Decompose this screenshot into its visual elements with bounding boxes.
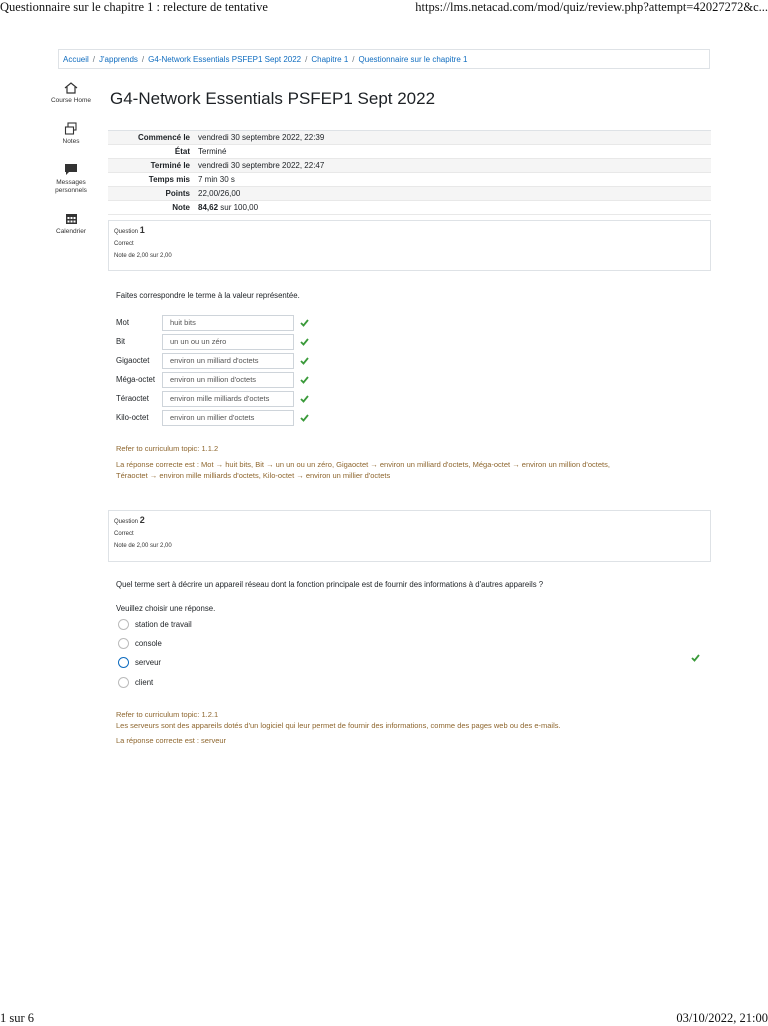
question-1-text: Faites correspondre le terme à la valeur représentée. bbox=[116, 291, 300, 300]
summary-row bbox=[108, 201, 711, 215]
check-icon bbox=[300, 414, 309, 422]
nav-notes-label: Notes bbox=[62, 137, 80, 145]
option-label: client bbox=[135, 678, 154, 687]
summary-label: Note bbox=[172, 203, 190, 212]
nav-course-home[interactable] bbox=[50, 82, 92, 106]
print-header-url: https://lms.netacad.com/mod/quiz/review.php?attempt=42027272&c... bbox=[415, 0, 768, 14]
question-label: Question bbox=[114, 229, 139, 235]
question-label: Question bbox=[114, 519, 139, 525]
chat-icon bbox=[64, 163, 78, 176]
summary-value: 22,00/26,00 bbox=[198, 189, 241, 198]
check-icon bbox=[300, 376, 309, 384]
curriculum-topic: Refer to curriculum topic: 1.2.1 bbox=[116, 710, 219, 719]
attempt-summary-table bbox=[108, 130, 711, 215]
correct-answer: La réponse correcte est : serveur bbox=[116, 735, 227, 745]
check-icon bbox=[300, 357, 309, 365]
grade-value: 84,62 bbox=[198, 203, 219, 212]
breadcrumb-home[interactable]: Accueil bbox=[63, 54, 89, 64]
house-icon bbox=[64, 82, 78, 94]
question-1-feedback bbox=[116, 444, 716, 482]
breadcrumb-separator: / bbox=[141, 54, 145, 64]
radio-button[interactable] bbox=[118, 638, 129, 649]
summary-value: vendredi 30 septembre 2022, 22:47 bbox=[198, 161, 325, 170]
nav-calendar[interactable] bbox=[50, 212, 92, 237]
question-2-text: Quel terme sert à décrire un appareil réseau dont la fonction principale est de fournir des informations à d'autres appareils ? bbox=[116, 580, 544, 589]
breadcrumb-separator: / bbox=[352, 54, 355, 64]
match-select[interactable]: environ un million d'octets bbox=[162, 372, 294, 388]
nav-messages-label: Messages personnels bbox=[55, 178, 87, 195]
summary-value: 7 min 30 s bbox=[198, 175, 235, 184]
radio-button-selected[interactable] bbox=[118, 657, 129, 668]
print-header-title: Questionnaire sur le chapitre 1 : relecture de tentative bbox=[0, 0, 268, 14]
match-select[interactable]: environ un milliard d'octets bbox=[162, 353, 294, 369]
summary-label: Points bbox=[165, 189, 190, 198]
answer-option[interactable] bbox=[118, 619, 192, 630]
nav-messages[interactable] bbox=[50, 163, 92, 197]
breadcrumb bbox=[58, 49, 710, 69]
match-term: Gigaoctet bbox=[116, 356, 150, 365]
match-term: Téraoctet bbox=[116, 394, 149, 403]
summary-row bbox=[108, 187, 711, 201]
notes-icon bbox=[64, 122, 78, 135]
match-select[interactable]: environ un millier d'octets bbox=[162, 410, 294, 426]
summary-label: État bbox=[174, 147, 190, 156]
print-footer-date: 03/10/2022, 21:00 bbox=[676, 1011, 768, 1025]
breadcrumb-chapter[interactable]: Chapitre 1 bbox=[311, 54, 349, 64]
match-row bbox=[116, 389, 309, 408]
answer-prompt: Veuillez choisir une réponse. bbox=[116, 604, 216, 613]
match-row bbox=[116, 370, 309, 389]
option-label: console bbox=[135, 639, 162, 648]
question-2-info bbox=[108, 510, 711, 562]
match-term: Méga-octet bbox=[116, 375, 156, 384]
match-select[interactable]: un un ou un zéro bbox=[162, 334, 294, 350]
match-row bbox=[116, 313, 309, 332]
match-select[interactable]: huit bits bbox=[162, 315, 294, 331]
breadcrumb-separator: / bbox=[305, 54, 308, 64]
question-state: Correct bbox=[114, 241, 134, 247]
question-number: 1 bbox=[139, 225, 145, 235]
summary-value bbox=[198, 203, 258, 212]
grade-total: sur 100,00 bbox=[218, 203, 259, 212]
breadcrumb-learning[interactable]: J'apprends bbox=[99, 54, 138, 64]
side-navigation bbox=[50, 82, 92, 253]
curriculum-topic: Refer to curriculum topic: 1.1.2 bbox=[116, 444, 219, 453]
match-term: Mot bbox=[116, 318, 129, 327]
match-term: Bit bbox=[116, 337, 126, 346]
breadcrumb-separator: / bbox=[92, 54, 96, 64]
summary-row bbox=[108, 159, 711, 173]
check-icon bbox=[300, 319, 309, 327]
check-icon bbox=[300, 395, 309, 403]
match-row bbox=[116, 351, 309, 370]
question-grade: Note de 2,00 sur 2,00 bbox=[114, 543, 172, 549]
answer-option[interactable] bbox=[118, 677, 153, 688]
general-feedback: Les serveurs sont des appareils dotés d'un logiciel qui leur permet de fournir des informations, comme des pages web ou des e-mails. bbox=[116, 720, 561, 730]
match-select[interactable]: environ mille milliards d'octets bbox=[162, 391, 294, 407]
summary-row bbox=[108, 131, 711, 145]
match-row bbox=[116, 408, 309, 427]
page-title: G4-Network Essentials PSFEP1 Sept 2022 bbox=[110, 89, 436, 108]
answer-option[interactable] bbox=[118, 638, 162, 649]
option-label: station de travail bbox=[135, 620, 192, 629]
summary-row bbox=[108, 173, 711, 187]
breadcrumb-quiz[interactable]: Questionnaire sur le chapitre 1 bbox=[358, 54, 468, 64]
radio-button[interactable] bbox=[118, 677, 129, 688]
breadcrumb-course[interactable]: G4-Network Essentials PSFEP1 Sept 2022 bbox=[148, 54, 302, 64]
summary-value: Terminé bbox=[198, 147, 227, 156]
option-label: serveur bbox=[135, 658, 161, 667]
print-footer-page: 1 sur 6 bbox=[0, 1011, 35, 1025]
radio-button[interactable] bbox=[118, 619, 129, 630]
calendar-icon bbox=[65, 212, 78, 225]
match-term: Kilo-octet bbox=[116, 413, 149, 422]
summary-label: Temps mis bbox=[148, 175, 190, 184]
summary-label: Commencé le bbox=[137, 133, 190, 142]
summary-row bbox=[108, 145, 711, 159]
match-row bbox=[116, 332, 309, 351]
nav-notes[interactable] bbox=[50, 122, 92, 147]
check-icon bbox=[691, 654, 700, 662]
nav-course-home-label: Course Home bbox=[50, 97, 92, 104]
summary-label: Terminé le bbox=[150, 161, 190, 170]
answer-option-selected[interactable] bbox=[118, 657, 161, 668]
question-grade: Note de 2,00 sur 2,00 bbox=[114, 253, 172, 259]
correct-answer: La réponse correcte est : Mot → huit bits, Bit → un un ou un zéro, Gigaoctet → environ un milliard d'octets, Méga-octet → environ un million d'octets, bbox=[116, 459, 610, 469]
question-1-info bbox=[108, 220, 711, 271]
nav-calendar-label: Calendrier bbox=[56, 228, 86, 236]
summary-value: vendredi 30 septembre 2022, 22:39 bbox=[198, 133, 325, 142]
question-2-feedback bbox=[116, 710, 716, 747]
question-number: 2 bbox=[139, 515, 145, 525]
check-icon bbox=[300, 338, 309, 346]
correct-answer-cont: Téraoctet → environ mille milliards d'octets, Kilo-octet → environ un millier d'octets bbox=[116, 470, 391, 480]
question-state: Correct bbox=[114, 531, 134, 537]
